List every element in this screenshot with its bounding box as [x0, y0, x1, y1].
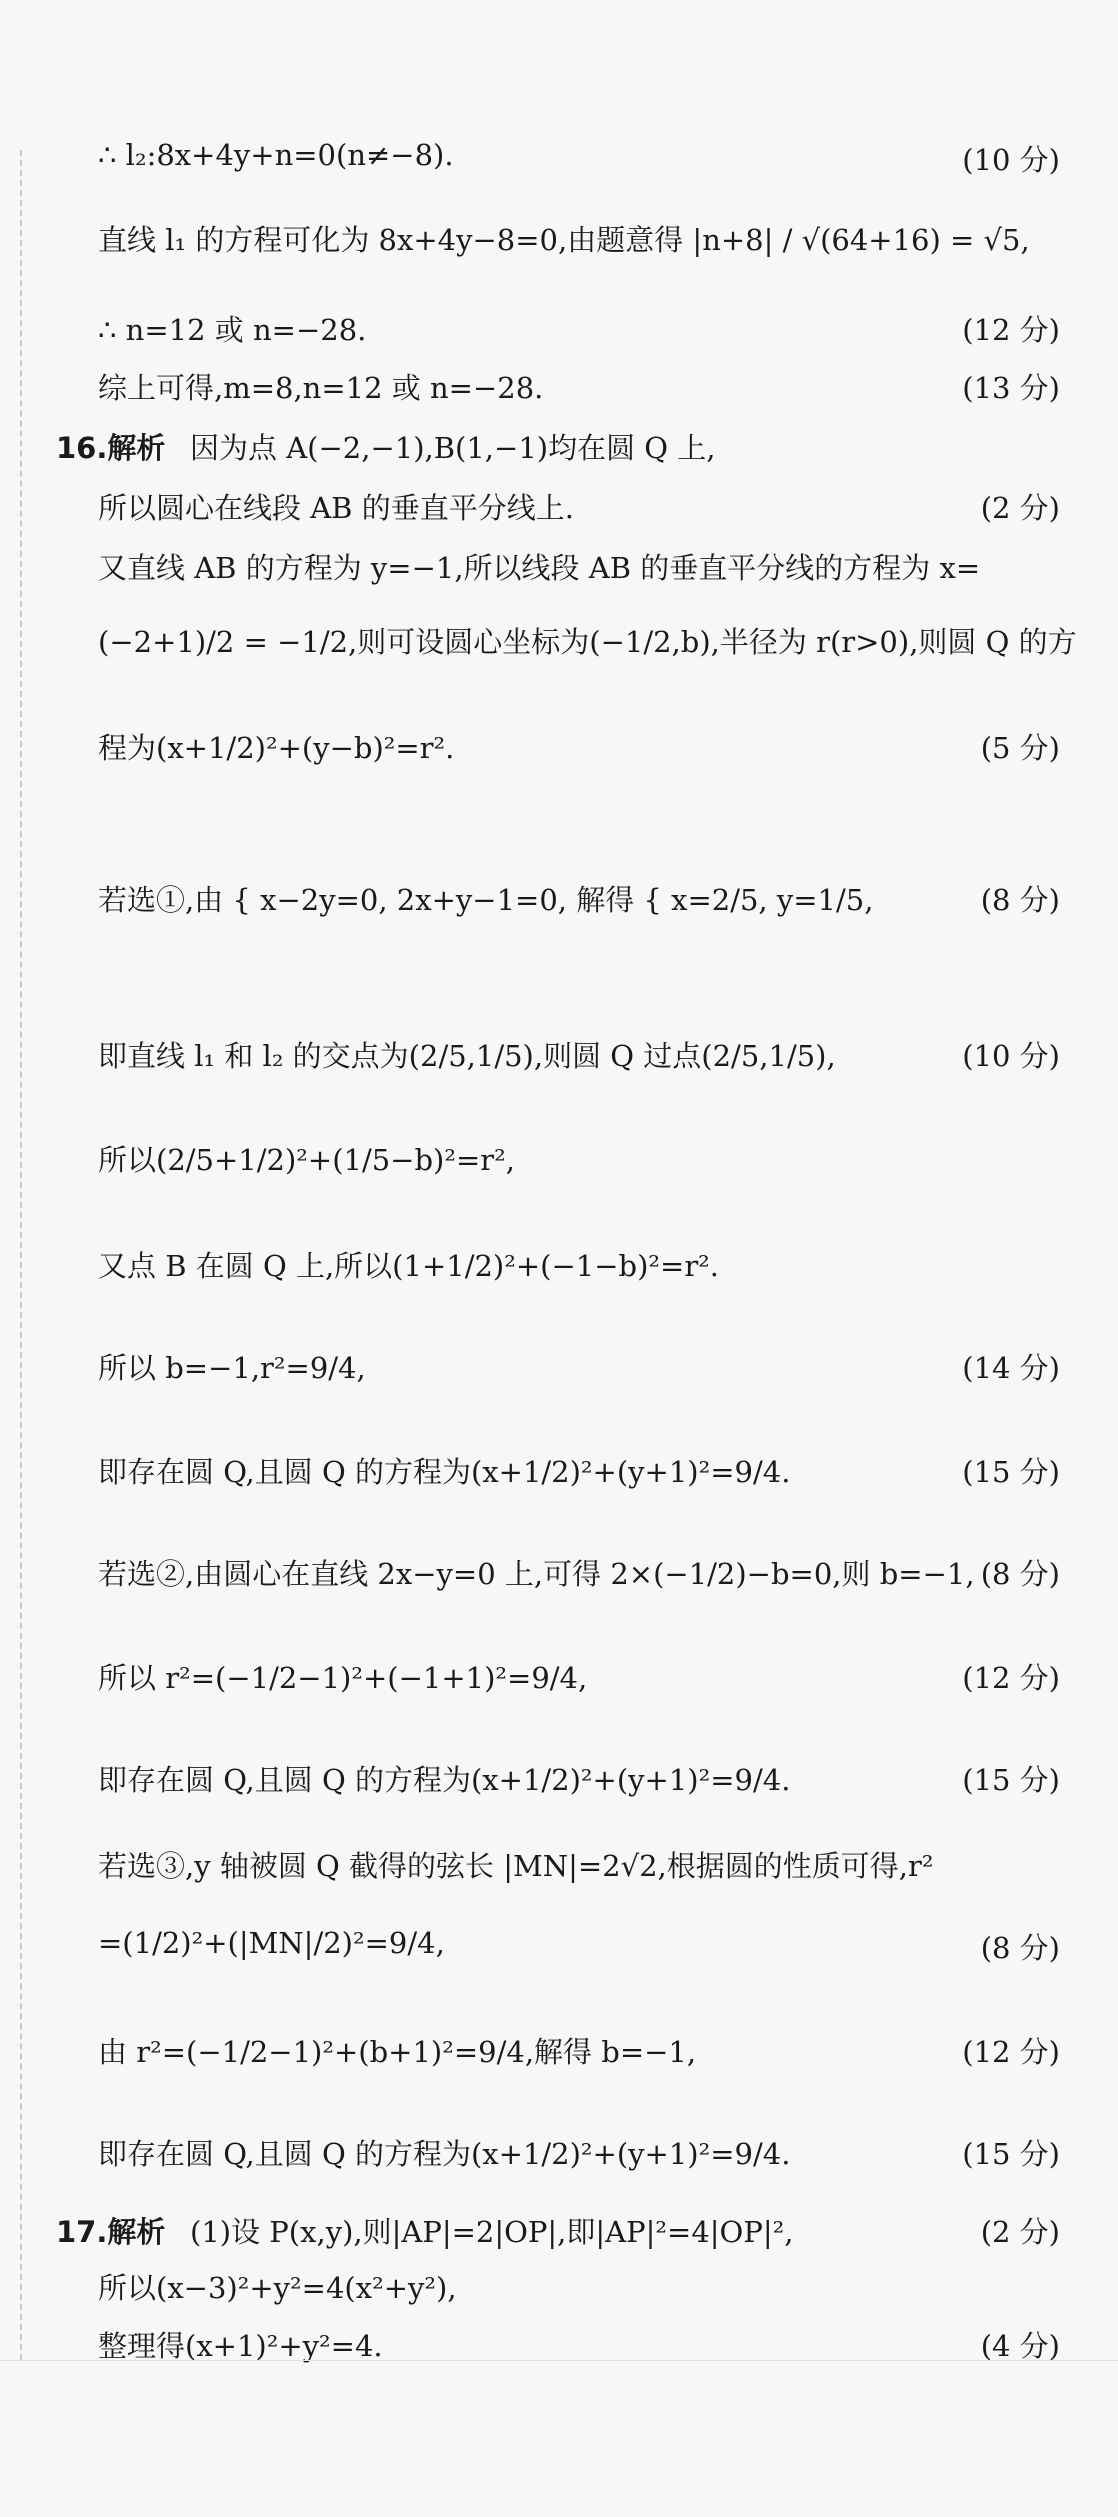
score-mark: (10 分) [962, 1039, 1060, 1073]
score-mark: (2 分) [980, 491, 1060, 525]
solution-line: 若选①,由 { x−2y=0, 2x+y−1=0, 解得 { x=2/5, y=1/5, [98, 883, 874, 917]
solution-line: 即存在圆 Q,且圆 Q 的方程为(x+1/2)²+(y+1)²=9/4. [98, 2137, 791, 2171]
score-mark: (8 分) [980, 1557, 1060, 1591]
score-mark: (15 分) [962, 1763, 1060, 1797]
solution-line: 又点 B 在圆 Q 上,所以(1+1/2)²+(−1−b)²=r². [98, 1249, 720, 1283]
solution-line: 程为(x+1/2)²+(y−b)²=r². [98, 731, 455, 765]
score-mark: (8 分) [980, 1931, 1060, 1965]
score-mark: (12 分) [962, 1661, 1060, 1695]
solution-line: 由 r²=(−1/2−1)²+(b+1)²=9/4,解得 b=−1, [98, 2035, 697, 2069]
score-mark: (2 分) [980, 2215, 1060, 2249]
solution-line: 所以圆心在线段 AB 的垂直平分线上. [98, 491, 574, 525]
solution-line: ∴ n=12 或 n=−28. [98, 313, 367, 347]
score-mark: (12 分) [962, 313, 1060, 347]
score-mark: (8 分) [980, 883, 1060, 917]
solution-line: 若选②,由圆心在直线 2x−y=0 上,可得 2×(−1/2)−b=0,则 b=−1, [98, 1557, 975, 1591]
solution-line: (−2+1)/2 = −1/2,则可设圆心坐标为(−1/2,b),半径为 r(r>0),则圆 Q 的方 [98, 625, 1077, 659]
score-mark: (4 分) [980, 2329, 1060, 2363]
solution-line: 所以(2/5+1/2)²+(1/5−b)²=r², [98, 1143, 515, 1177]
problem-number: 17.解析 [56, 2215, 166, 2249]
solution-line: 整理得(x+1)²+y²=4. [98, 2329, 383, 2363]
solution-line: 所以(x−3)²+y²=4(x²+y²), [98, 2271, 457, 2305]
score-mark: (13 分) [962, 371, 1060, 405]
solution-line: 直线 l₁ 的方程可化为 8x+4y−8=0,由题意得 |n+8| / √(64+16) = √5, [98, 223, 1030, 257]
score-mark: (10 分) [962, 143, 1060, 177]
score-mark: (15 分) [962, 2137, 1060, 2171]
solution-line: =(1/2)²+(|MN|/2)²=9/4, [98, 1926, 445, 1960]
solution-line: 因为点 A(−2,−1),B(1,−1)均在圆 Q 上, [190, 431, 716, 465]
solution-line: ∴ l₂:8x+4y+n=0(n≠−8). [98, 138, 454, 172]
score-mark: (5 分) [980, 731, 1060, 765]
solution-line: 即存在圆 Q,且圆 Q 的方程为(x+1/2)²+(y+1)²=9/4. [98, 1763, 791, 1797]
solution-line: 综上可得,m=8,n=12 或 n=−28. [98, 371, 544, 405]
margin-dashed-line [20, 150, 22, 2360]
solution-line: 即存在圆 Q,且圆 Q 的方程为(x+1/2)²+(y+1)²=9/4. [98, 1455, 791, 1489]
solution-line: 若选③,y 轴被圆 Q 截得的弦长 |MN|=2√2,根据圆的性质可得,r² [98, 1849, 934, 1883]
page-bottom-rule [0, 2360, 1118, 2361]
solution-line: 又直线 AB 的方程为 y=−1,所以线段 AB 的垂直平分线的方程为 x= [98, 551, 981, 585]
solution-line: 所以 r²=(−1/2−1)²+(−1+1)²=9/4, [98, 1661, 588, 1695]
score-mark: (14 分) [962, 1351, 1060, 1385]
score-mark: (15 分) [962, 1455, 1060, 1489]
solution-line: (1)设 P(x,y),则|AP|=2|OP|,即|AP|²=4|OP|², [190, 2215, 794, 2249]
score-mark: (12 分) [962, 2035, 1060, 2069]
problem-number: 16.解析 [56, 431, 166, 465]
solution-line: 所以 b=−1,r²=9/4, [98, 1351, 366, 1385]
solution-line: 即直线 l₁ 和 l₂ 的交点为(2/5,1/5),则圆 Q 过点(2/5,1/5), [98, 1039, 836, 1073]
